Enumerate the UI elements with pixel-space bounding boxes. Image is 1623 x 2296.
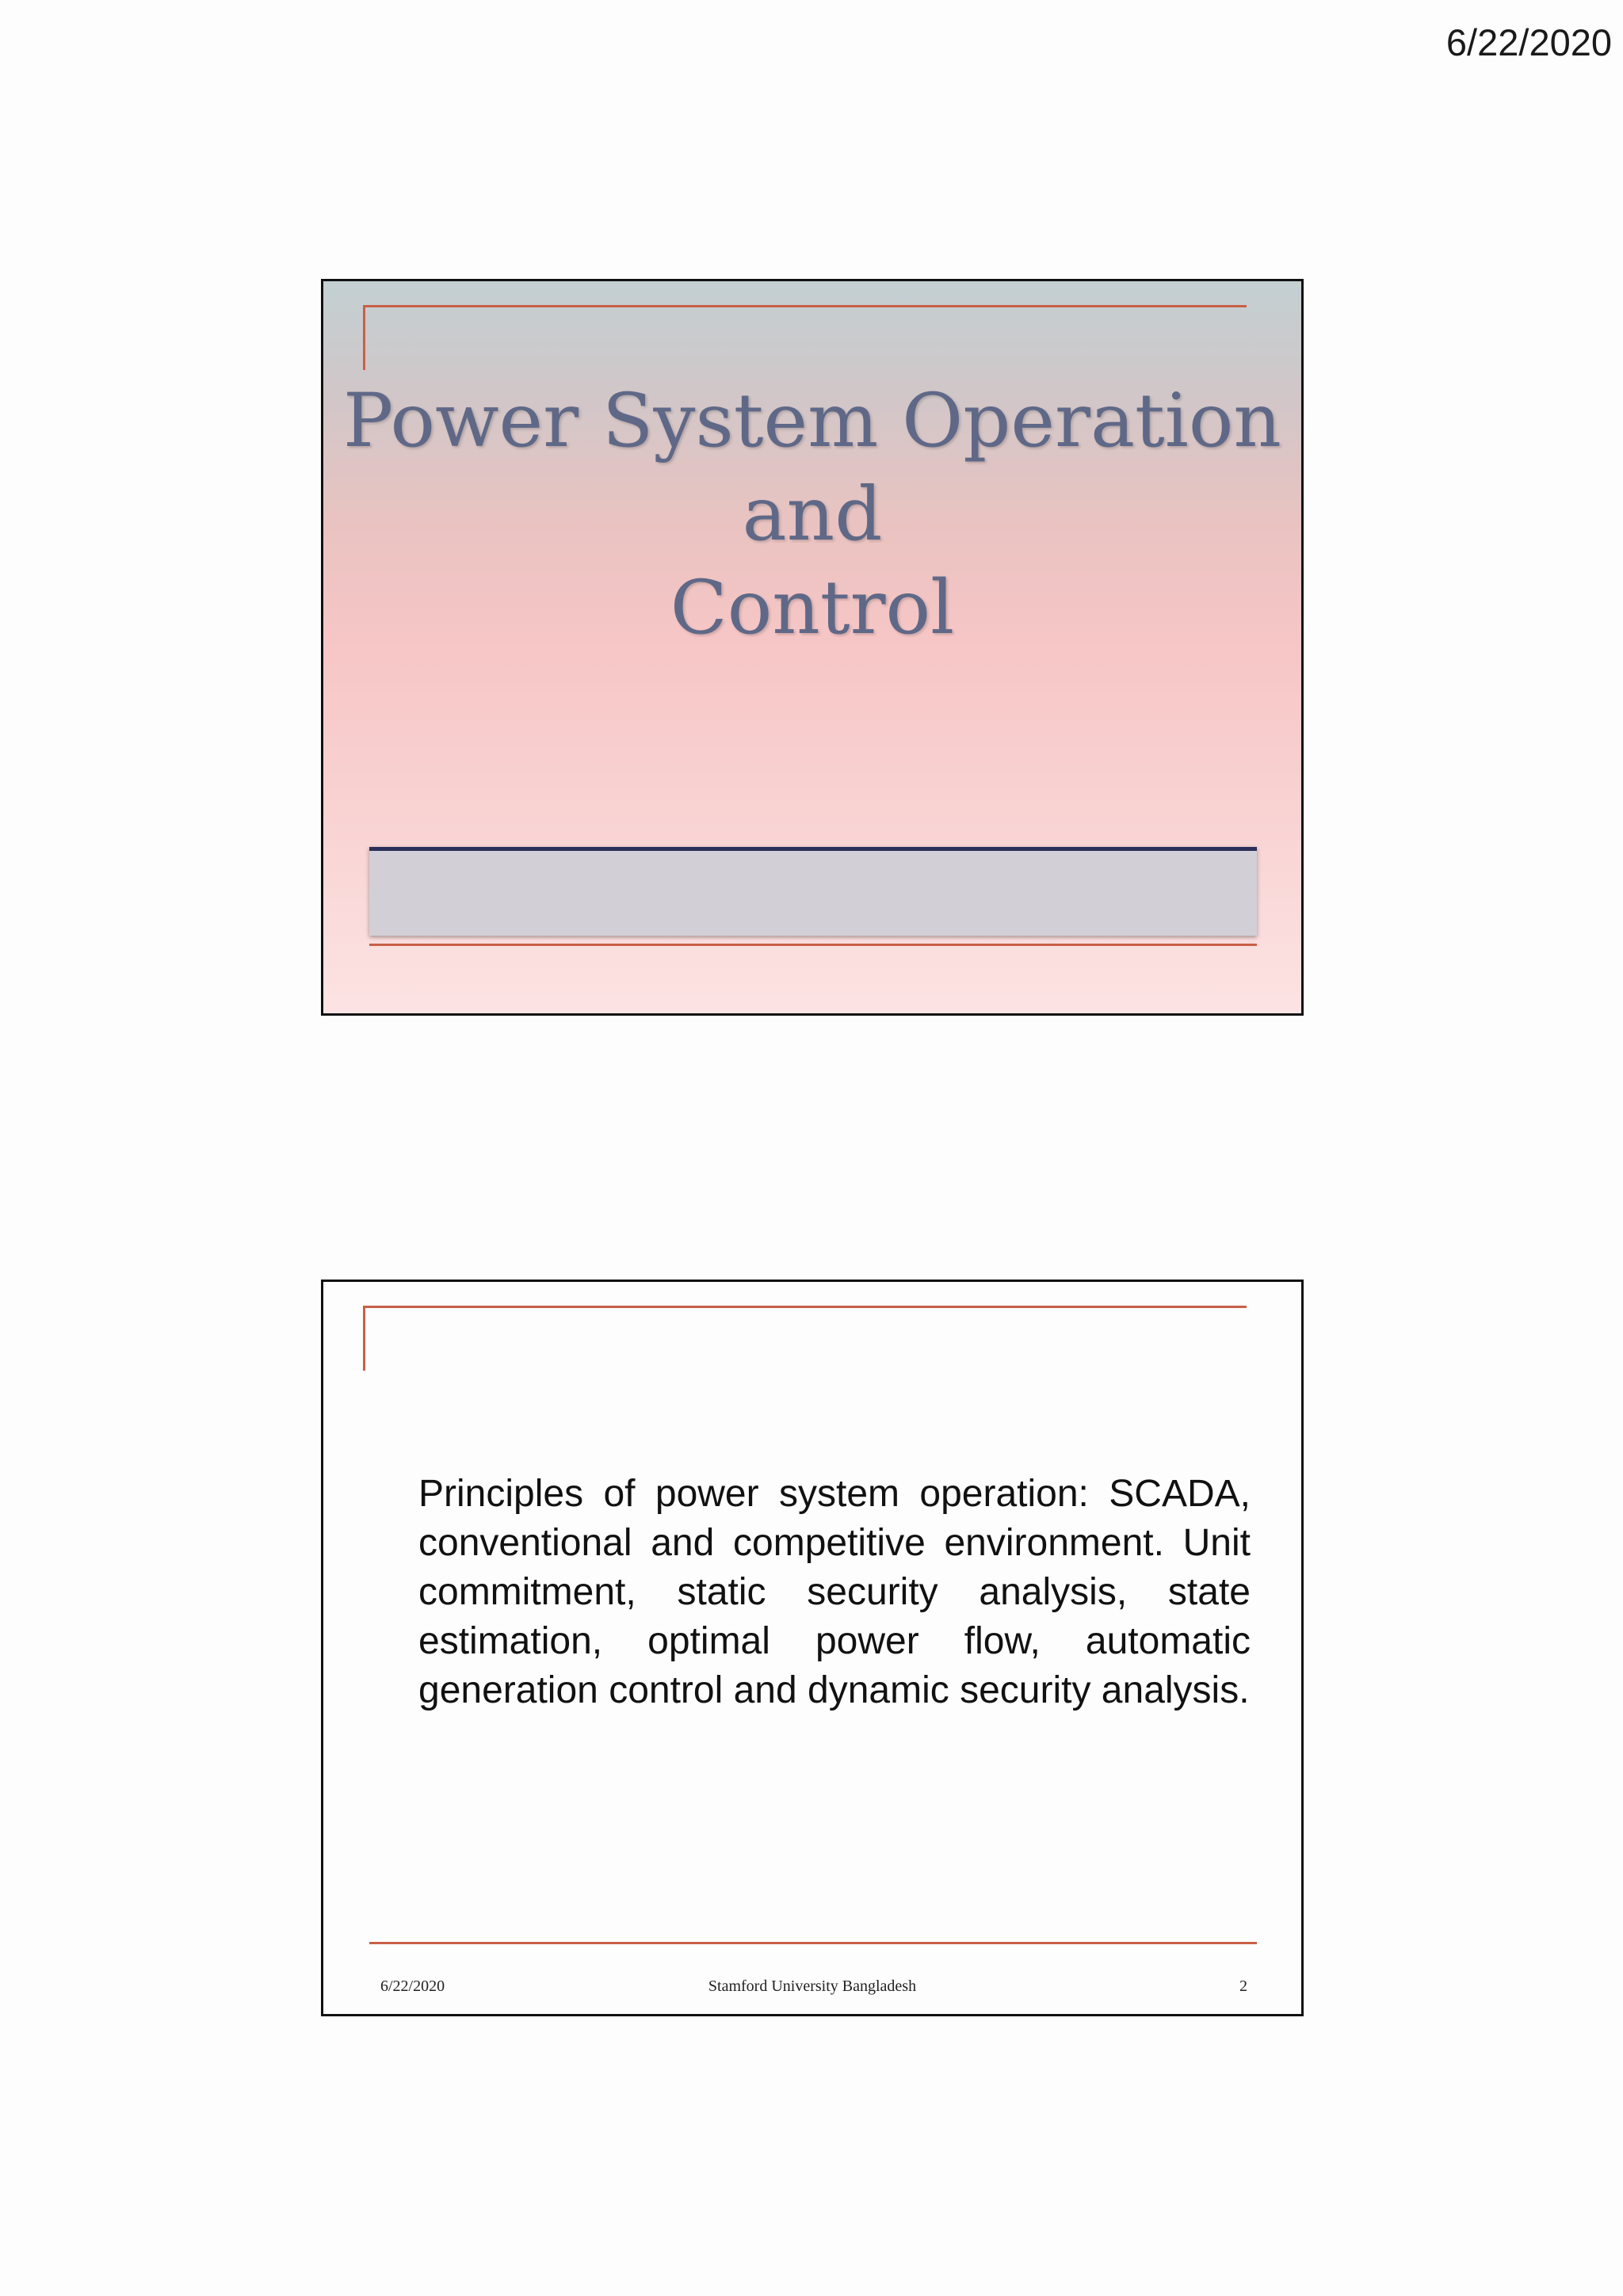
footer-page-number: 2 <box>1239 1978 1247 1995</box>
slide-title-slide <box>321 279 1304 1016</box>
slide-title <box>323 375 1301 655</box>
slide-body-text: Principles of power system operation: SCADA, conventional and competitive environment. Unit commitment, static security analysis, state estimation, optimal power flow, automatic generation control and dynamic security analysis. <box>418 1473 1251 1711</box>
subtitle-underline <box>369 944 1257 946</box>
slide-title-line-3: Control <box>670 565 955 651</box>
slide-content <box>321 1280 1304 2016</box>
slide-title-line-1: Power System Operation <box>343 378 1281 464</box>
corner-rule-horizontal <box>363 305 1247 307</box>
footer-date: 6/22/2020 <box>380 1978 445 1995</box>
footer-rule <box>369 1942 1257 1944</box>
page-date: 6/22/2020 <box>1445 21 1612 63</box>
corner-rule-vertical <box>363 305 365 370</box>
footer-organization: Stamford University Bangladesh <box>708 1978 917 1995</box>
corner-rule-horizontal <box>363 1306 1247 1308</box>
corner-rule-vertical <box>363 1306 365 1371</box>
subtitle-placeholder-box <box>369 847 1257 936</box>
slide-title-line-2: and <box>742 471 883 558</box>
